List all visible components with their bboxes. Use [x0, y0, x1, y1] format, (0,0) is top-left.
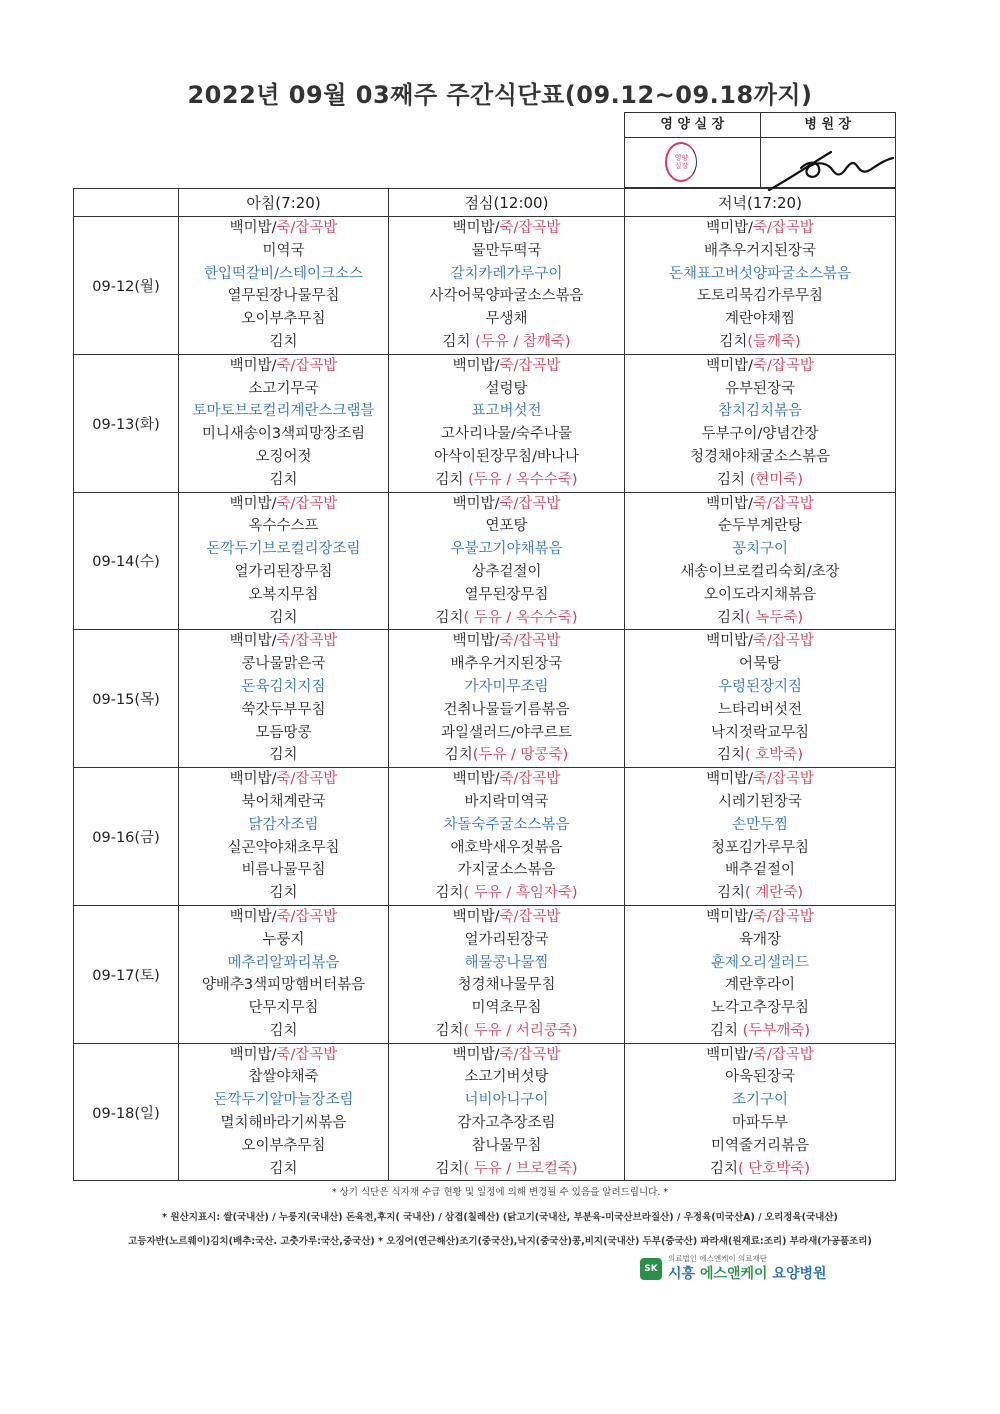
menu-item: 찹쌀야채죽: [248, 1069, 319, 1086]
menu-item: 열무된장무침: [464, 586, 549, 603]
menu-item: 누룽지: [262, 931, 305, 948]
menu-item: 배추우거지된장국: [703, 242, 817, 259]
menu-item: 김치( 계란죽): [717, 885, 803, 902]
menu-item: 김치: [269, 609, 298, 626]
menu-item: 김치( 녹두죽): [717, 609, 803, 626]
menu-item: 백미밥/죽/잡곡밥: [706, 495, 814, 512]
menu-item: 백미밥/죽/잡곡밥: [452, 908, 561, 925]
menu-item: 육개장: [738, 931, 782, 948]
menu-item: 김치: [269, 471, 298, 488]
menu-item: 비름나물무침: [241, 862, 326, 879]
table-row: [74, 217, 896, 355]
dinner-cell: [625, 492, 896, 630]
menu-item: 백미밥/죽/잡곡밥: [452, 357, 561, 374]
menu-item: 배추우거지된장국: [450, 656, 563, 673]
day-date-cell: 09-18(일): [74, 1043, 179, 1181]
menu-item: 소고기버섯탕: [464, 1069, 549, 1086]
menu-item: 김치( 단호박죽): [710, 1160, 810, 1177]
menu-item: 표고버섯전: [471, 403, 542, 420]
menu-item: 미역줄거리볶음: [710, 1137, 810, 1154]
menu-item: 오이부추무침: [241, 311, 326, 328]
lunch-cell: [389, 354, 625, 492]
menu-item: 아욱된장국: [724, 1069, 796, 1086]
menu-item: 순두부계란탕: [717, 518, 803, 535]
menu-item: 백미밥/죽/잡곡밥: [229, 633, 338, 650]
menu-item: 김치(두유 / 땅콩죽): [444, 747, 569, 764]
lunch-cell: [389, 217, 625, 355]
menu-item: 양배추3색피망햄버터볶음: [201, 977, 366, 994]
table-row: [74, 492, 896, 630]
menu-item: 김치: [269, 333, 298, 350]
approval-nutrition-label: 영 양 실 장: [625, 113, 761, 137]
menu-item: 건취나물들기름볶음: [443, 701, 570, 718]
origin-label-line-1: * 원산지표시: 쌀(국내산) / 누룽지(국내산) 돈육전,후지( 국내산) / 삼겹(칠레산) (닭고기(국내산, 부분육-미국산브라질산) / 우정육(미국산A) / 오리정육(국내산): [162, 1212, 838, 1223]
menu-item: 갈치카레가루구이: [450, 265, 563, 282]
dinner-cell: [625, 630, 896, 768]
dinner-cell: [625, 217, 896, 355]
hospital-foundation-name: 의료법인 에스앤케이 의료재단: [668, 1254, 767, 1263]
menu-item: 가자미무조림: [464, 678, 549, 695]
menu-item: 미니새송이3색피망장조림: [201, 426, 366, 443]
lunch-cell: [389, 768, 625, 906]
menu-item: 닭감자조림: [248, 816, 319, 833]
menu-item: 감자고추장조림: [457, 1115, 556, 1132]
menu-item: 백미밥/죽/잡곡밥: [706, 357, 814, 374]
menu-item: 콩나물맑은국: [241, 656, 326, 673]
menu-item: 돈채표고버섯양파굴소스볶음: [668, 265, 852, 282]
menu-item: 얼가리된장무침: [234, 563, 333, 580]
menu-item: 김치: [269, 1022, 298, 1039]
menu-item: 배추겉절이: [724, 862, 796, 879]
day-date-cell: 09-16(금): [74, 768, 179, 906]
menu-item: 단무지무침: [248, 1000, 319, 1017]
breakfast-cell: [179, 1043, 389, 1181]
table-row: [74, 768, 896, 906]
menu-item: 무생채: [485, 311, 528, 328]
menu-item: 참치김치볶음: [717, 403, 803, 420]
menu-item: 실곤약야채초무침: [227, 839, 340, 856]
menu-item: 우불고기야채볶음: [450, 541, 563, 558]
menu-item: 백미밥/죽/잡곡밥: [229, 357, 338, 374]
menu-item: 오징어젓: [255, 448, 312, 465]
breakfast-cell: [179, 630, 389, 768]
approval-director-cell: [761, 138, 896, 188]
menu-item: 돈깍두기브로컬리장조림: [206, 541, 361, 558]
menu-item: 가지굴소스볶음: [457, 862, 556, 879]
menu-item: 백미밥/죽/잡곡밥: [229, 908, 338, 925]
menu-item: 유부된장국: [724, 380, 796, 397]
menu-item: 청경채야채굴소스볶음: [689, 448, 831, 465]
approval-box: [624, 112, 896, 188]
menu-item: 김치( 두유 / 옥수수죽): [435, 609, 578, 626]
menu-item: 오복지무침: [248, 586, 319, 603]
header-dinner: 저녁(17:20): [625, 189, 896, 217]
menu-item: 너비아니구이: [464, 1092, 549, 1109]
menu-item: 김치( 두유 / 브로컬죽): [435, 1160, 578, 1177]
menu-item: 김치: [269, 885, 298, 902]
day-date-cell: 09-17(토): [74, 905, 179, 1043]
menu-item: 계란야채찜: [724, 311, 796, 328]
menu-item: 김치: [269, 747, 298, 764]
menu-item: 계란후라이: [724, 977, 796, 994]
menu-item: 돈깍두기알마늘장조림: [213, 1092, 354, 1109]
menu-item: 김치 (두유 / 옥수수죽): [435, 471, 578, 488]
menu-item: 김치( 호박죽): [717, 747, 803, 764]
lunch-cell: [389, 905, 625, 1043]
breakfast-cell: [179, 492, 389, 630]
table-row: [74, 630, 896, 768]
origin-label-line-2: 고등자반(노르웨이)김치(배추:국산. 고춧가루:국산,중국산) * 오징어(연근해산)조기(중국산),낙지(중국산)콩,비지(국내산) 두부(중국산) 파라새(원재료:조리) 부라새(가공품조리): [128, 1236, 872, 1247]
lunch-cell: [389, 1043, 625, 1181]
menu-item: 한입떡갈비/스테이크소스: [204, 265, 363, 282]
page-title: 2022년 09월 03째주 주간식단표(09.12~09.18까지): [187, 81, 813, 109]
menu-item: 오이도라지채볶음: [703, 586, 817, 603]
header-breakfast: 아침(7:20): [179, 189, 389, 217]
menu-item: 모듬땅콩: [255, 724, 312, 741]
menu-item: 백미밥/죽/잡곡밥: [706, 633, 814, 650]
hospital-logo-mark: SK: [640, 1258, 662, 1280]
breakfast-cell: [179, 354, 389, 492]
day-date-cell: 09-12(월): [74, 217, 179, 355]
menu-item: 과일샐러드/야쿠르트: [441, 724, 572, 741]
header-lunch: 점심(12:00): [389, 189, 625, 217]
menu-item: 참나물무침: [471, 1137, 542, 1154]
menu-item: 도토리묵김가루무침: [696, 288, 824, 305]
menu-item: 김치 (현미죽): [717, 471, 803, 488]
menu-item: 백미밥/죽/잡곡밥: [706, 220, 814, 236]
menu-item: 우렁된장지짐: [717, 678, 803, 695]
menu-item: 노각고추장무침: [710, 1000, 810, 1017]
menu-item: 김치 (두부깨죽): [710, 1022, 810, 1039]
dinner-cell: [625, 905, 896, 1043]
menu-item: 아삭이된장무침/바나나: [434, 448, 579, 465]
dinner-cell: [625, 1043, 896, 1181]
breakfast-cell: [179, 217, 389, 355]
menu-item: 옥수수스프: [248, 518, 319, 535]
hospital-logo: [640, 1254, 827, 1283]
menu-item: 얼가리된장국: [464, 931, 549, 948]
menu-item: 마파두부: [731, 1115, 789, 1132]
table-header-row: [74, 189, 896, 217]
menu-item: 상추겉절이: [471, 563, 542, 580]
table-row: [74, 354, 896, 492]
menu-item: 바지락미역국: [464, 793, 549, 810]
menu-item: 백미밥/죽/잡곡밥: [452, 220, 561, 236]
approval-nutrition-cell: [625, 138, 761, 188]
menu-item: 백미밥/죽/잡곡밥: [452, 1046, 561, 1063]
menu-item: 미역초무침: [471, 1000, 542, 1017]
day-date-cell: 09-14(수): [74, 492, 179, 630]
menu-item: 새송이브로컬리숙회/초장: [680, 563, 840, 580]
menu-item: 소고기무국: [248, 380, 319, 397]
header-date-cell: [74, 189, 179, 217]
menu-item: 설렁탕: [485, 380, 528, 397]
menu-item: 청경채나물무침: [457, 977, 556, 994]
menu-item: 백미밥/죽/잡곡밥: [706, 908, 814, 925]
dinner-cell: [625, 768, 896, 906]
menu-item: 훈제오리샐러드: [710, 954, 810, 971]
hospital-name: 시흥 에스앤케이 요양병원: [668, 1266, 827, 1282]
change-notice: * 상기 식단은 식자재 수급 현황 및 일정에 의해 변경될 수 있음을 알려드립니다. *: [331, 1187, 669, 1198]
menu-item: 두부구이/양념간장: [701, 426, 819, 443]
menu-item: 청포김가루무침: [710, 839, 810, 856]
menu-item: 토마토브로컬리계란스크램블: [192, 403, 375, 420]
menu-item: 백미밥/죽/잡곡밥: [452, 495, 561, 512]
menu-item: 백미밥/죽/잡곡밥: [706, 771, 814, 788]
approval-director-label: 병 원 장: [804, 117, 852, 132]
menu-item: 미역국: [262, 242, 305, 259]
menu-item: 멸치해바라기씨볶음: [220, 1115, 347, 1132]
lunch-cell: [389, 630, 625, 768]
menu-item: 백미밥/죽/잡곡밥: [452, 771, 561, 788]
menu-item: 김치( 두유 / 서리콩죽): [435, 1022, 578, 1039]
menu-item: 조기구이: [731, 1092, 789, 1109]
breakfast-cell: [179, 768, 389, 906]
menu-item: 백미밥/죽/잡곡밥: [229, 1046, 338, 1063]
menu-item: 김치(들깨죽): [719, 333, 801, 350]
breakfast-cell: [179, 905, 389, 1043]
weekly-menu-table: [73, 188, 896, 1181]
menu-item: 백미밥/죽/잡곡밥: [229, 220, 338, 236]
menu-item: 오이부추무침: [241, 1137, 326, 1154]
menu-item: 김치( 두유 / 흑임자죽): [435, 885, 578, 902]
menu-item: 김치 (두유 / 참깨죽): [442, 333, 571, 350]
lunch-cell: [389, 492, 625, 630]
menu-item: 시레기된장국: [717, 793, 803, 810]
menu-item: 낙지젓락교무침: [710, 724, 810, 741]
menu-item: 손만두찜: [731, 816, 789, 833]
menu-item: 애호박새우젓볶음: [450, 839, 563, 856]
dinner-cell: [625, 354, 896, 492]
menu-item: 북어채계란국: [241, 793, 326, 810]
table-row: [74, 1043, 896, 1181]
menu-item: 느타리버섯전: [717, 701, 803, 718]
menu-item: 어묵탕: [738, 656, 782, 673]
menu-item: 꽁치구이: [731, 541, 789, 558]
menu-item: 차돌숙주굴소스볶음: [443, 816, 570, 833]
menu-item: 연포탕: [485, 518, 528, 535]
day-date-cell: 09-15(목): [74, 630, 179, 768]
menu-item: 메추리알꽈리볶음: [227, 954, 340, 971]
menu-item: 김치: [269, 1160, 298, 1177]
menu-item: 열무된장나물무침: [227, 288, 340, 305]
menu-item: 쑥갓두부무침: [241, 701, 326, 718]
menu-item: 백미밥/죽/잡곡밥: [229, 495, 338, 512]
menu-item: 사각어묵양파굴소스볶음: [429, 288, 584, 305]
nutrition-seal-stamp: 영양 실장: [665, 142, 697, 182]
table-row: [74, 905, 896, 1043]
menu-item: 백미밥/죽/잡곡밥: [229, 771, 338, 788]
menu-item: 돈육김치지짐: [241, 678, 326, 695]
menu-item: 해물콩나물찜: [464, 954, 549, 971]
menu-item: 백미밥/죽/잡곡밥: [706, 1046, 814, 1063]
menu-item: 백미밥/죽/잡곡밥: [452, 633, 561, 650]
menu-item: 고사리나물/숙주나물: [441, 426, 572, 443]
menu-item: 물만두떡국: [471, 242, 542, 259]
day-date-cell: 09-13(화): [74, 354, 179, 492]
